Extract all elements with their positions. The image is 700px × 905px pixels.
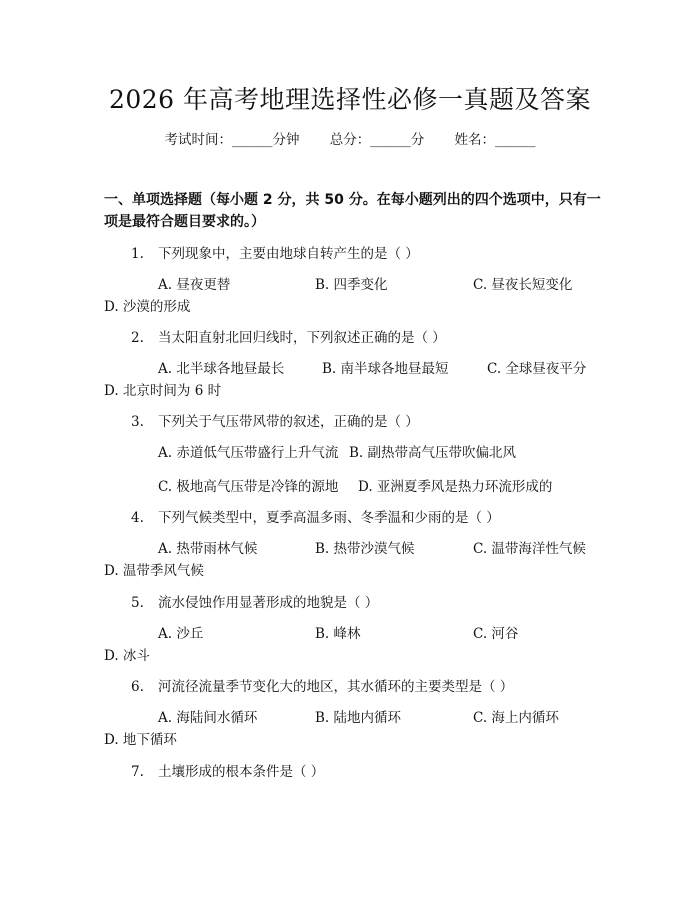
question-text: 下列关于气压带风带的叙述，正确的是（ ）: [158, 414, 419, 430]
option-b: B. 热带沙漠气候: [315, 541, 415, 557]
question-5: [131, 593, 378, 613]
question-text: 流水侵蚀作用显著形成的地貌是（ ）: [158, 595, 379, 611]
student-name: 姓名：______: [454, 132, 536, 148]
question-number: 6.: [131, 679, 144, 695]
option-b: B. 陆地内循环: [315, 710, 402, 726]
option-a: A. 热带雨林气候: [158, 541, 258, 557]
option-c: C. 海上内循环: [473, 710, 559, 726]
question-text: 下列现象中，主要由地球自转产生的是（ ）: [158, 246, 419, 262]
option-c: C. 全球昼夜平分: [487, 361, 587, 377]
question-number: 4.: [131, 510, 144, 526]
option-a: A. 海陆间水循环: [158, 710, 258, 726]
question-number: 2.: [131, 330, 144, 346]
question-text: 土壤形成的根本条件是（ ）: [158, 764, 325, 780]
question-text: 当太阳直射北回归线时，下列叙述正确的是（ ）: [158, 330, 446, 346]
question-4: [131, 508, 500, 528]
exam-meta: [0, 130, 700, 150]
page-title: 2026 年高考地理选择性必修一真题及答案: [108, 85, 592, 114]
question-number: 5.: [131, 595, 144, 611]
question-3: [131, 412, 419, 432]
option-b: B. 四季变化: [315, 277, 388, 293]
question-text: 河流径流量季节变化大的地区，其水循环的主要类型是（ ）: [158, 679, 514, 695]
exam-score: 总分：______分: [329, 132, 425, 148]
question-2: [131, 328, 446, 348]
option-d: D. 温带季风气候: [104, 563, 204, 579]
option-d: D. 地下循环: [104, 732, 177, 748]
option-c: C. 极地高气压带是冷锋的源地: [158, 479, 339, 495]
question-6: [131, 677, 513, 697]
question-number: 3.: [131, 414, 144, 430]
option-b: B. 峰林: [315, 626, 361, 642]
option-d: D. 沙漠的形成: [104, 299, 191, 315]
option-a: A. 赤道低气压带盛行上升气流: [158, 445, 339, 461]
question-text: 下列气候类型中，夏季高温多雨、冬季温和少雨的是（ ）: [158, 510, 500, 526]
question-number: 7.: [131, 764, 144, 780]
option-d: D. 冰斗: [104, 648, 150, 664]
question-7: [131, 762, 324, 782]
option-b: B. 南半球各地昼最短: [322, 361, 449, 377]
option-a: A. 昼夜更替: [158, 277, 231, 293]
option-c: C. 河谷: [473, 626, 519, 642]
exam-time: 考试时间：______分钟: [164, 132, 300, 148]
question-number: 1.: [131, 246, 144, 262]
option-a: A. 北半球各地昼最长: [158, 361, 285, 377]
option-b: B. 副热带高气压带吹偏北风: [349, 445, 517, 461]
option-d: D. 亚洲夏季风是热力环流形成的: [358, 479, 553, 495]
question-1: [131, 244, 419, 264]
option-c: C. 昼夜长短变化: [473, 277, 573, 293]
option-d: D. 北京时间为 6 时: [104, 383, 222, 399]
option-c: C. 温带海洋性气候: [473, 541, 586, 557]
section-heading: 一、单项选择题（每小题 2 分，共 50 分。在每小题列出的四个选项中，只有一项是最符合题目要求的。）: [104, 192, 601, 230]
option-a: A. 沙丘: [158, 626, 204, 642]
